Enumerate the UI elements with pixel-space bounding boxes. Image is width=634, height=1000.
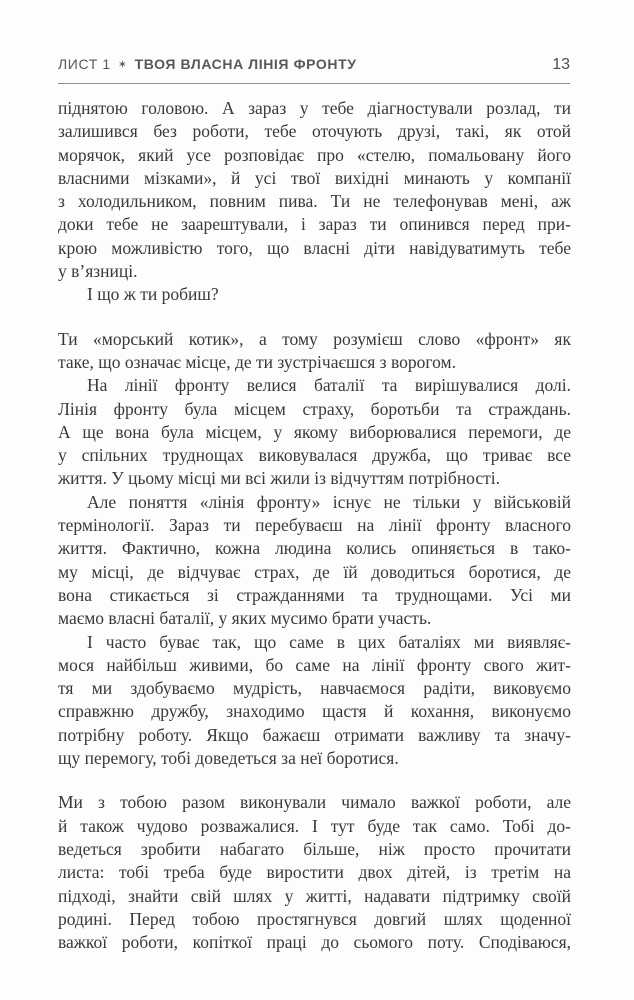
text-line: важкої роботи, копіткої праці до сьомого поту. Сподіваюся, — [58, 932, 571, 953]
paragraph — [58, 631, 571, 771]
text-line: й також чудово розважалися. І тут буде так само. Тобі до- — [58, 815, 571, 836]
running-head — [58, 56, 570, 84]
text-line: мося найбільш живими, бо саме на лінії фронту свого жит- — [58, 654, 571, 675]
page-number: 13 — [552, 56, 570, 73]
text-line: І часто буває так, що саме в цих баталіях ми виявляє- — [87, 631, 571, 652]
text-line: І що ж ти робиш? — [87, 284, 219, 305]
text-line: крою можливістю того, що власні діти навідуватимуть тебе — [58, 237, 571, 258]
text-line: Але поняття «лінія фронту» існує не тільки у військовій — [87, 491, 571, 512]
text-line: справжню дружбу, знаходимо щастя й кохання, виконуємо — [58, 701, 571, 722]
chapter-title: ТВОЯ ВЛАСНА ЛІНІЯ ФРОНТУ — [134, 56, 357, 72]
chapter-label: ЛИСТ 1 — [58, 56, 111, 72]
text-line: листа: тобі треба буде виростити двох дітей, із третім на — [58, 862, 571, 883]
text-line: власними мізками», й усі твої вихідні минають у компанії — [58, 167, 571, 188]
text-line: термінології. Зараз ти перебуваєш на лінії фронту власного — [58, 515, 571, 536]
text-line: потрібну роботу. Якщо бажаєш отримати важливу та значу- — [58, 724, 571, 745]
body-text — [58, 97, 571, 954]
text-line: А ще вона була місцем, у якому виборювалися перемоги, де — [58, 421, 571, 442]
text-line: маємо власні баталії, у яких мусимо брати участь. — [58, 608, 432, 629]
text-line: таке, що означає місце, де ти зустрічаєшся з ворогом. — [58, 351, 456, 372]
text-line: у в’язниці. — [58, 261, 138, 282]
text-line: тя ми здобуваємо мудрість, навчаємося радіти, виковуємо — [58, 678, 571, 699]
text-line: життя. Фактично, кожна людина колись опиняється в тако- — [58, 538, 571, 559]
text-line: з холодильником, повним пива. Ти не телефонував мені, аж — [58, 191, 571, 212]
text-line: морячок, який усе розповідає про «стелю, помальовану його — [58, 144, 571, 165]
text-line: Лінія фронту була місцем страху, боротьби та страждань. — [58, 398, 571, 419]
text-line: залишився без роботи, тебе оточують друзі, такі, як отой — [58, 121, 571, 142]
star-separator-icon: ✶ — [117, 59, 128, 71]
text-line: життя. У цьому місці ми всі жили із відчуттям потрібності. — [58, 468, 501, 489]
text-line: ведеться зробити набагато більше, ніж просто прочитати — [58, 838, 571, 859]
text-line: му місці, де відчуває страх, де їй доводиться боротися, де — [58, 561, 571, 582]
text-line: щу перемогу, тобі доведеться за неї боротися. — [58, 748, 399, 769]
text-line: Ми з тобою разом виконували чимало важкої роботи, але — [58, 792, 571, 813]
paragraph — [58, 97, 571, 283]
paragraph — [58, 374, 571, 490]
paragraph — [58, 283, 571, 306]
text-line: підході, знайти свій шлях у житті, надавати підтримку своїй — [58, 885, 571, 906]
text-line: На лінії фронту велися баталії та вирішувалися долі. — [87, 375, 571, 396]
paragraph — [58, 791, 571, 954]
paragraph — [58, 328, 571, 375]
text-line: вона стикається зі стражданнями та труднощами. Усі ми — [58, 584, 571, 605]
chapter-heading — [58, 56, 357, 72]
text-line: у спільних труднощах виковувалася дружба, що триває все — [58, 445, 571, 466]
text-line: піднятою головою. А зараз у тебе діагностували розлад, ти — [58, 98, 571, 118]
text-line: родині. Перед тобою простягнувся довгий шлях щоденної — [58, 908, 571, 929]
text-line: доки тебе не заарештували, і зараз ти опинився перед при- — [58, 214, 571, 235]
paragraph — [58, 491, 571, 631]
text-line: Ти «морський котик», а тому розумієш слово «фронт» як — [58, 328, 571, 349]
